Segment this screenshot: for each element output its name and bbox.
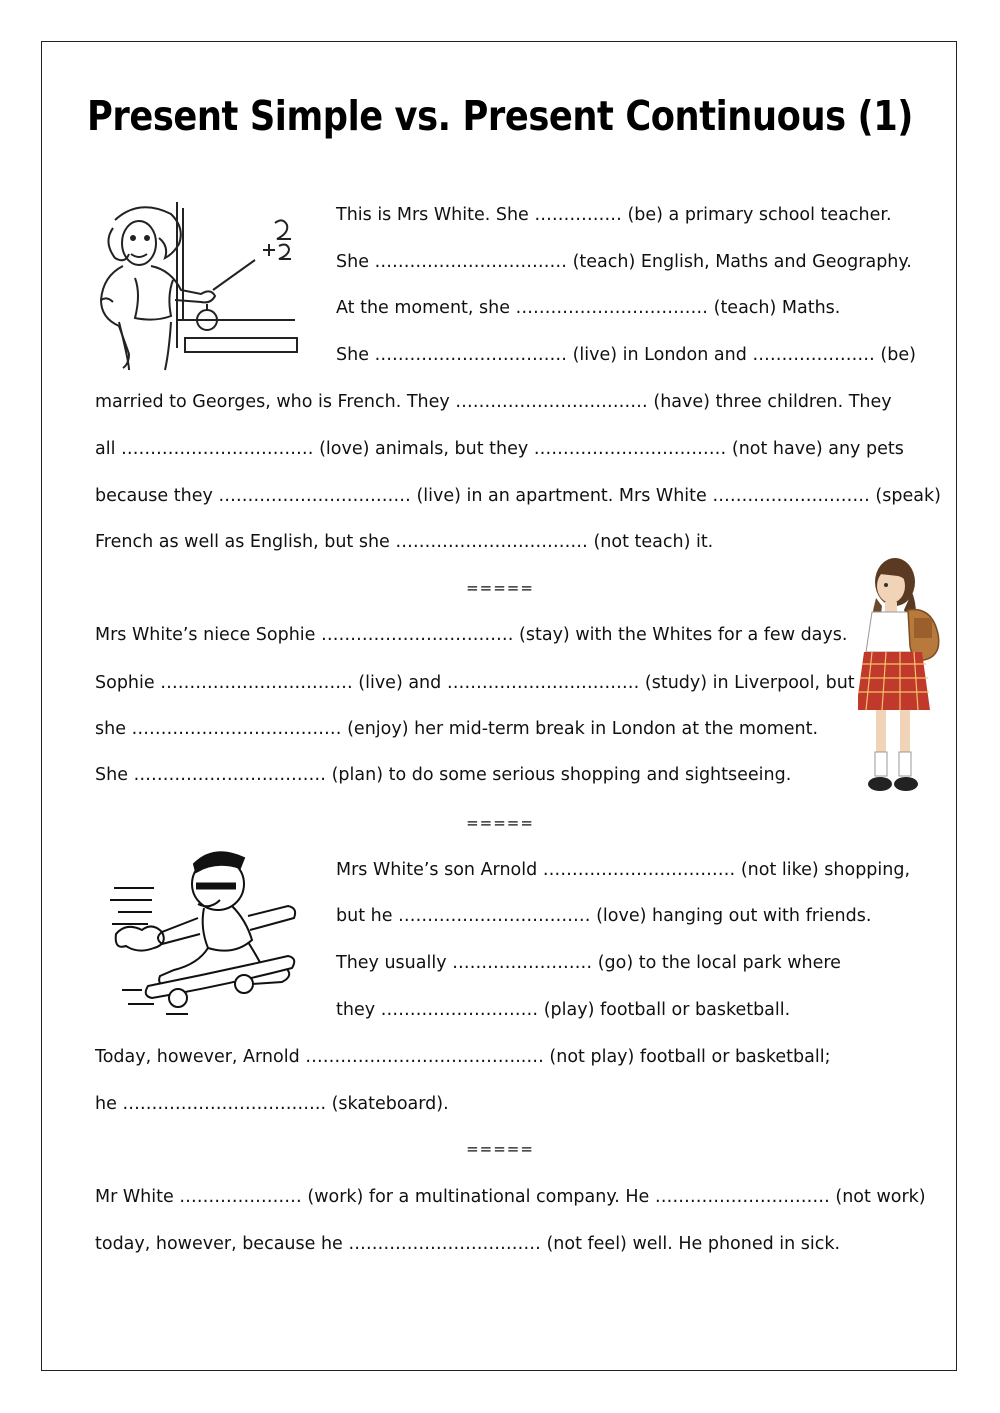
text-line: they ……………………… (play) football or basketball.: [336, 1000, 791, 1020]
text-line: At the moment, she …………………………… (teach) Maths.: [336, 298, 841, 318]
text-line: Mr White ………………… (work) for a multinational company. He ………………………… (not work): [95, 1187, 926, 1207]
text-line: Mrs White’s son Arnold …………………………… (not like) shopping,: [336, 860, 911, 880]
text-line: She …………………………… (plan) to do some serious shopping and sightseeing.: [95, 765, 792, 785]
text-line: This is Mrs White. She …………… (be) a primary school teacher.: [336, 205, 892, 225]
text-line: but he …………………………… (love) hanging out with friends.: [336, 906, 872, 926]
text-line: today, however, because he …………………………… (not feel) well. He phoned in sick.: [95, 1234, 841, 1254]
text-line: because they …………………………… (live) in an apartment. Mrs White ……………………… (speak): [95, 486, 941, 506]
text-line: She …………………………… (live) in London and ………………… (be): [336, 345, 916, 365]
text-line: all …………………………… (love) animals, but they …………………………… (not have) any pets: [95, 439, 904, 459]
text-line: French as well as English, but she …………………………… (not teach) it.: [95, 532, 714, 552]
text-line: he …………………………….. (skateboard).: [95, 1094, 449, 1114]
skateboarder-illustration: [108, 848, 303, 1023]
page-title: Present Simple vs. Present Continuous (1): [86, 92, 914, 140]
text-line: She …………………………… (teach) English, Maths and Geography.: [336, 252, 912, 272]
text-line: Today, however, Arnold ………………………………..… (not play) football or basketball;: [95, 1047, 831, 1067]
text-line: Sophie …………………………… (live) and …………………………… (study) in Liverpool, but: [95, 673, 855, 693]
section-separator: =====: [466, 1140, 534, 1158]
text-line: They usually …………………… (go) to the local park where: [336, 953, 841, 973]
text-line: married to Georges, who is French. They …………………………… (have) three children. They: [95, 392, 892, 412]
text-line: she ……………………………… (enjoy) her mid-term break in London at the moment.: [95, 719, 819, 739]
section-separator: =====: [466, 579, 534, 597]
teacher-illustration: [95, 198, 300, 373]
section-separator: =====: [466, 814, 534, 832]
text-line: Mrs White’s niece Sophie …………………………… (stay) with the Whites for a few days.: [95, 625, 848, 645]
